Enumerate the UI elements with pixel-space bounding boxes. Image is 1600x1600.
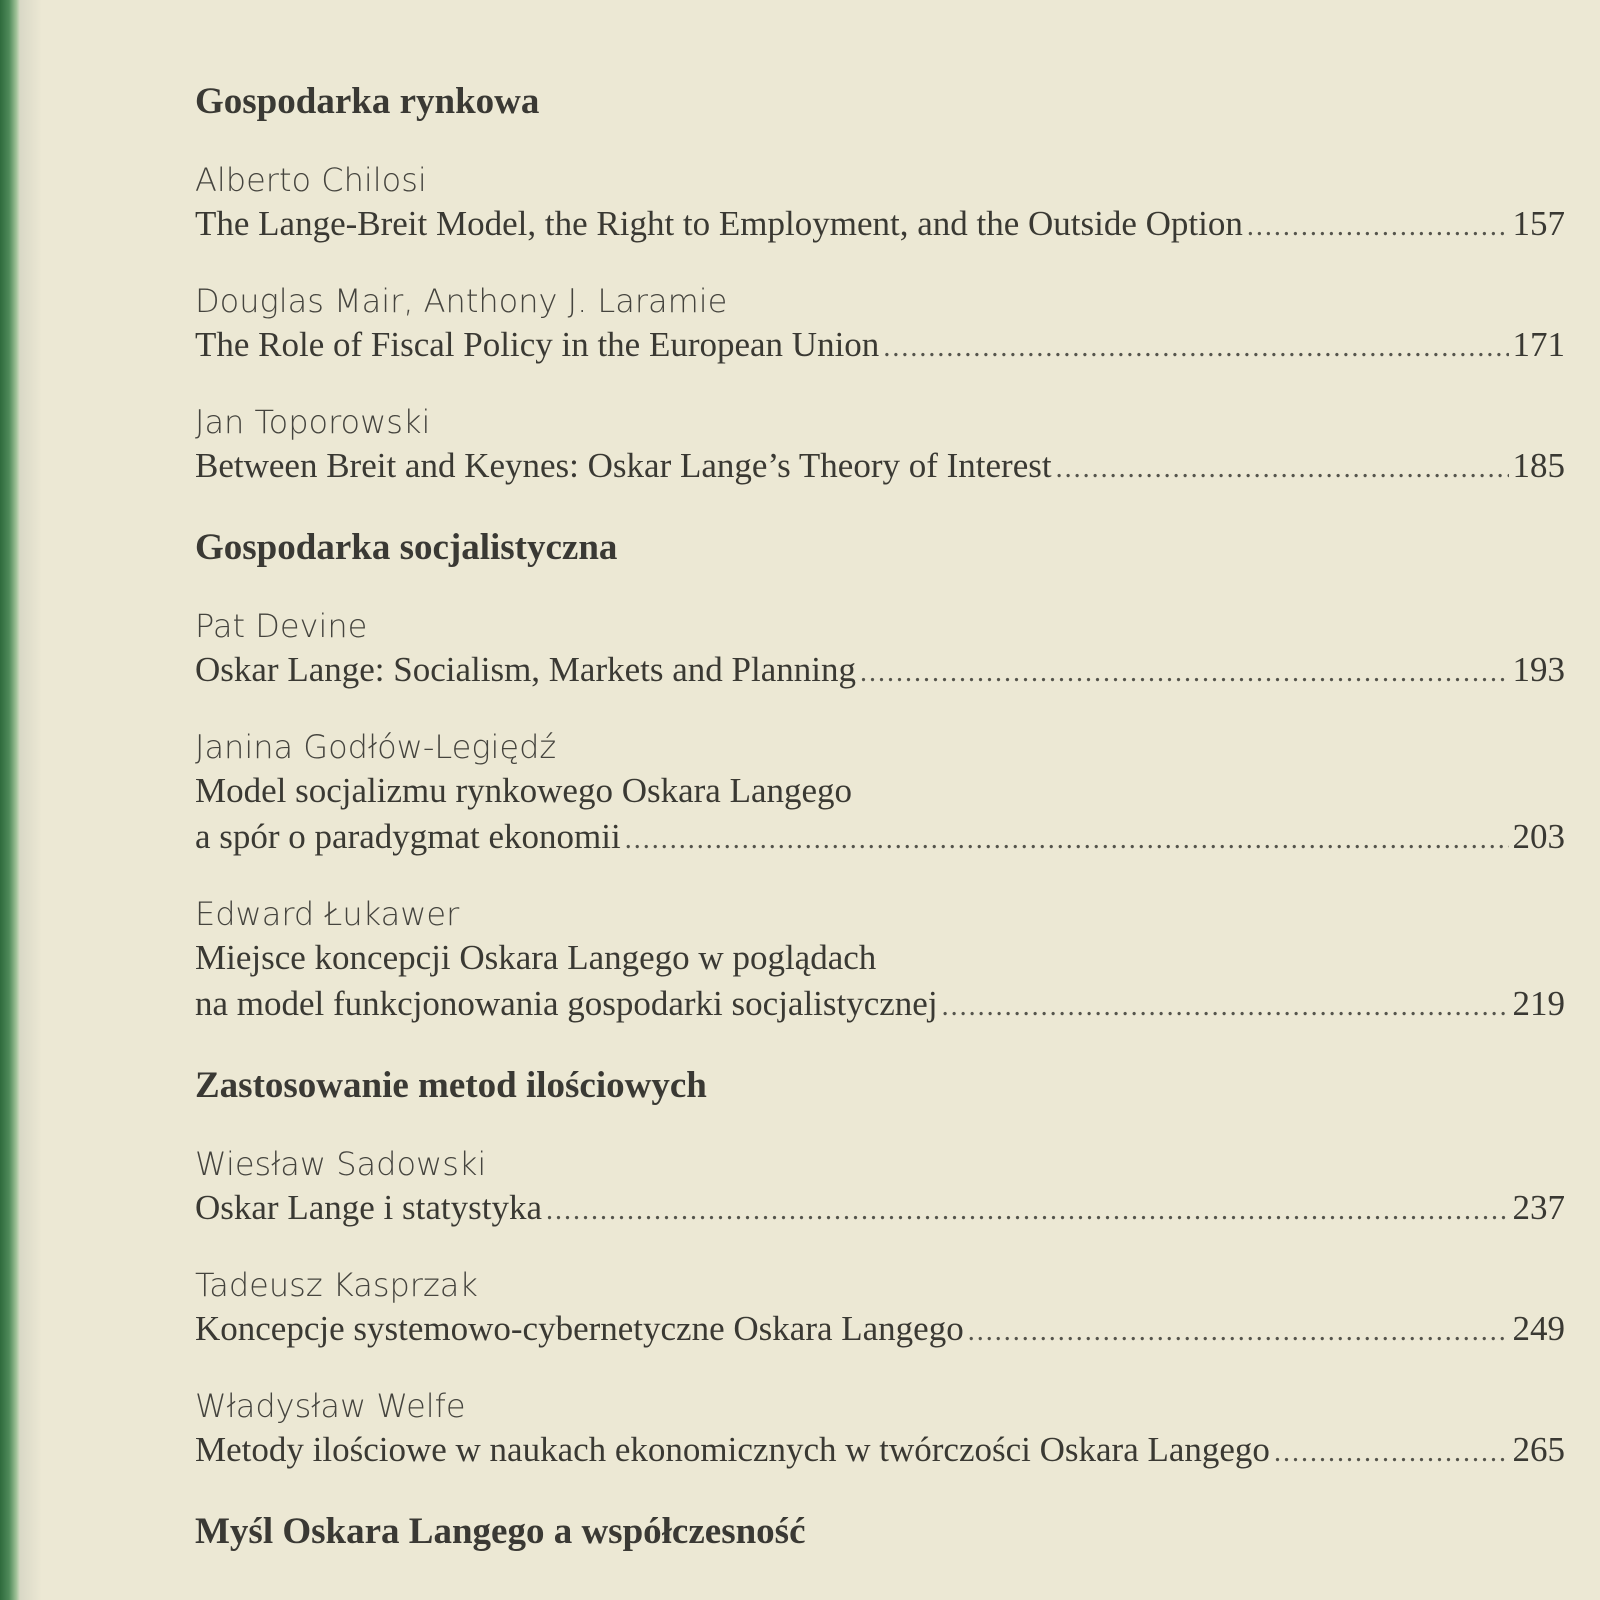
entry-title-row [195, 443, 1565, 492]
entry-title: Oskar Lange: Socialism, Markets and Planning [195, 650, 856, 689]
toc-section [195, 526, 1565, 1030]
entry-title-row [195, 201, 1565, 250]
entry-title: a spór o paradygmat ekonomii [195, 817, 621, 856]
page-number: 265 [1512, 1430, 1565, 1469]
dot-leader [625, 817, 1509, 863]
table-of-contents [195, 80, 1565, 1587]
section-heading: Myśl Oskara Langego a współczesność [195, 1511, 806, 1552]
page-gutter [20, 0, 42, 1600]
toc-entry[interactable] [195, 1385, 1565, 1476]
entry-title-row [195, 1427, 1565, 1476]
entry-author: Janina Godłów-Legiędź [195, 728, 557, 766]
toc-entry[interactable] [195, 280, 1565, 371]
page-number: 185 [1512, 446, 1565, 485]
toc-section [195, 80, 1565, 492]
entry-author: Jan Toporowski [195, 403, 431, 441]
entry-title: Between Breit and Keynes: Oskar Lange’s Theory of Interest [195, 446, 1052, 485]
page-number: 203 [1512, 817, 1565, 856]
page-number: 193 [1512, 650, 1565, 689]
entry-title: Koncepcje systemowo-cybernetyczne Oskara Langego [195, 1309, 964, 1348]
toc-entry[interactable] [195, 726, 1565, 863]
page-number: 219 [1512, 984, 1565, 1023]
section-heading: Gospodarka socjalistyczna [195, 527, 618, 568]
toc-entry[interactable] [195, 1143, 1565, 1234]
dot-leader [942, 984, 1509, 1030]
dot-leader [1056, 446, 1509, 492]
entry-author: Douglas Mair, Anthony J. Laramie [195, 282, 728, 320]
entry-title: Metody ilościowe w naukach ekonomicznych w twórczości Oskara Langego [195, 1430, 1270, 1469]
entry-author: Władysław Welfe [195, 1387, 466, 1425]
page-number: 157 [1512, 204, 1565, 243]
dot-leader [1274, 1430, 1509, 1476]
section-heading: Zastosowanie metod ilościowych [195, 1065, 707, 1106]
entry-title-row [195, 647, 1565, 696]
entry-title-row [195, 322, 1565, 371]
entry-author: Pat Devine [195, 607, 368, 645]
toc-entry[interactable] [195, 159, 1565, 250]
dot-leader [968, 1309, 1509, 1355]
entry-title-row [195, 814, 1565, 863]
entry-author: Alberto Chilosi [195, 161, 427, 199]
entry-title-line: Model socjalizmu rynkowego Oskara Langego [195, 771, 853, 810]
section-heading: Gospodarka rynkowa [195, 81, 540, 122]
toc-entry[interactable] [195, 1264, 1565, 1355]
dot-leader [860, 650, 1509, 696]
dot-leader [1247, 204, 1509, 250]
entry-title-row [195, 1306, 1565, 1355]
entry-author: Wiesław Sadowski [195, 1145, 487, 1183]
page-number: 237 [1512, 1188, 1565, 1227]
page-number: 171 [1512, 325, 1565, 364]
toc-entry[interactable] [195, 893, 1565, 1030]
entry-title: Oskar Lange i statystyka [195, 1188, 542, 1227]
toc-section [195, 1064, 1565, 1476]
page-number: 249 [1512, 1309, 1565, 1348]
toc-entry[interactable] [195, 605, 1565, 696]
entry-author: Tadeusz Kasprzak [195, 1266, 478, 1304]
dot-leader [546, 1188, 1509, 1234]
entry-title: na model funkcjonowania gospodarki socjalistycznej [195, 984, 938, 1023]
entry-author: Edward Łukawer [195, 895, 460, 933]
entry-title: The Role of Fiscal Policy in the European Union [195, 325, 880, 364]
toc-section [195, 1510, 1565, 1553]
toc-entry[interactable] [195, 401, 1565, 492]
entry-title: The Lange-Breit Model, the Right to Employment, and the Outside Option [195, 204, 1243, 243]
entry-title-row [195, 981, 1565, 1030]
dot-leader [883, 325, 1508, 371]
book-spine-edge [0, 0, 20, 1600]
entry-title-line: Miejsce koncepcji Oskara Langego w poglądach [195, 938, 877, 977]
entry-title-row [195, 1185, 1565, 1234]
